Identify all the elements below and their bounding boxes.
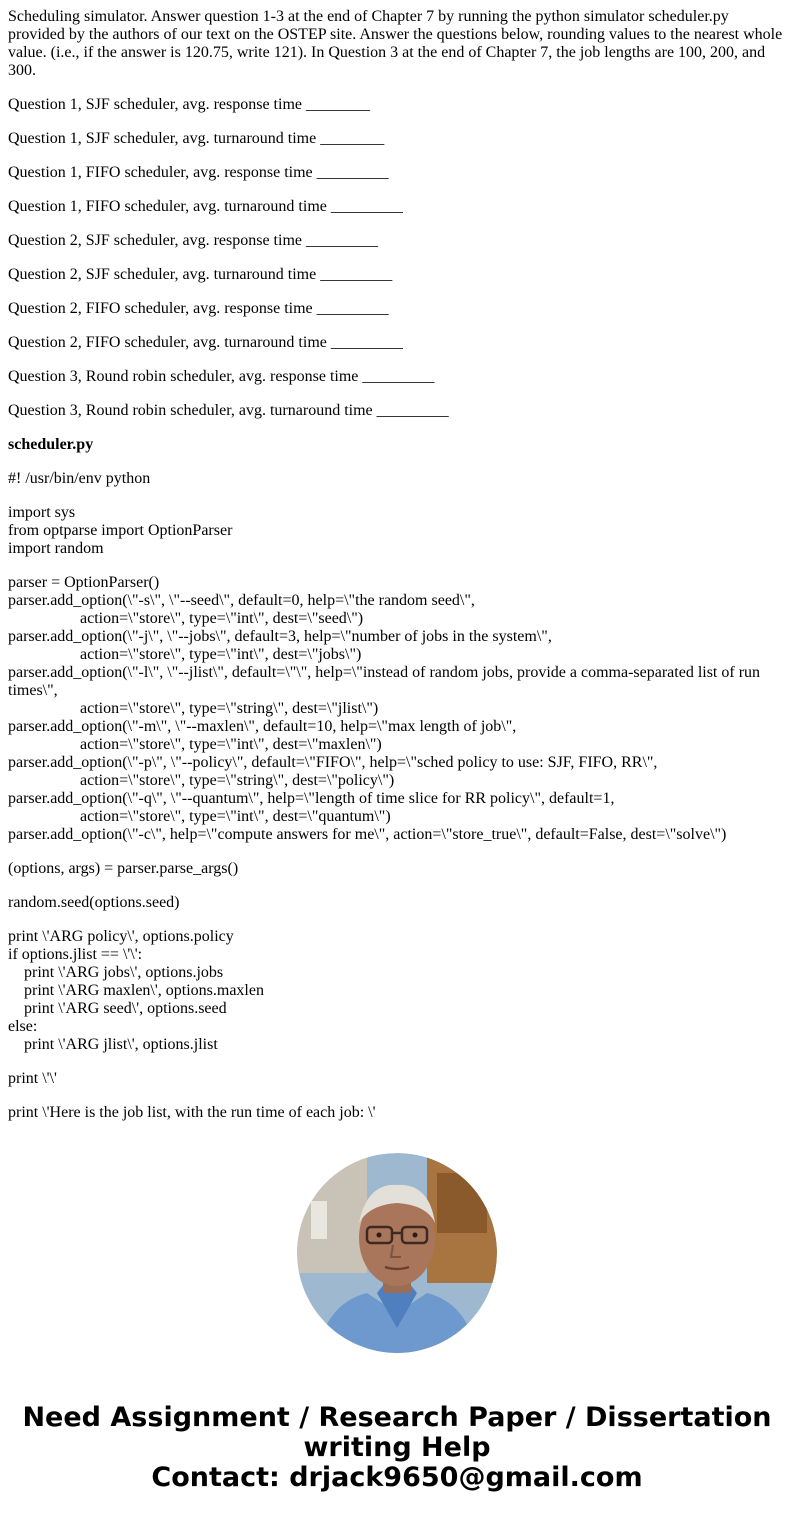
code-line: print \'\'	[8, 1070, 57, 1087]
code-line: random.seed(options.seed)	[8, 894, 180, 911]
code-line: action=\"store\", type=\"string\", dest=\"jlist\")	[80, 700, 379, 717]
code-line: parser.add_option(\"-j\", \"--jobs\", default=3, help=\"number of jobs in the system\",	[8, 628, 552, 645]
intro-paragraph: Scheduling simulator. Answer question 1-3 at the end of Chapter 7 by running the python simulator scheduler.py provided by the authors of our text on the OSTEP site. Answer the questions below, rounding values to the nearest whole value. (i.e., if the answer is 120.75, write 121). In Question 3 at the end of Chapter 7, the job lengths are 100, 200, and 300.	[8, 8, 783, 79]
code-parse-args	[8, 860, 786, 878]
question-line: Question 2, FIFO scheduler, avg. response time _________	[8, 300, 389, 317]
code-line: print \'ARG seed\', options.seed	[24, 1000, 227, 1017]
question-line: Question 1, FIFO scheduler, avg. turnaround time _________	[8, 198, 403, 215]
code-line: from optparse import OptionParser	[8, 522, 233, 539]
avatar	[297, 1153, 497, 1353]
code-imports	[8, 504, 786, 558]
question-line: Question 2, FIFO scheduler, avg. turnaround time _________	[8, 334, 403, 351]
banner-title: Need Assignment / Research Paper / Dissertation writing Help	[22, 1402, 772, 1463]
code-line: parser.add_option(\"-l\", \"--jlist\", default=\"\", help=\"instead of random jobs, provide a comma-separated list of run times\",	[8, 664, 765, 699]
question-line: Question 1, SJF scheduler, avg. turnaround time ________	[8, 130, 385, 147]
question-line: Question 2, SJF scheduler, avg. response time _________	[8, 232, 378, 249]
code-line: action=\"store\", type=\"int\", dest=\"seed\")	[80, 610, 364, 627]
question-line: Question 3, Round robin scheduler, avg. response time _________	[8, 368, 435, 385]
question-line: Question 3, Round robin scheduler, avg. turnaround time _________	[8, 402, 449, 419]
question-line: Question 1, FIFO scheduler, avg. response time _________	[8, 164, 389, 181]
help-banner	[0, 1403, 794, 1493]
question-line: Question 2, SJF scheduler, avg. turnaround time _________	[8, 266, 393, 283]
code-parser	[8, 574, 786, 844]
code-line: print \'ARG policy\', options.policy	[8, 928, 234, 945]
code-line: parser.add_option(\"-s\", \"--seed\", default=0, help=\"the random seed\",	[8, 592, 475, 609]
code-line: print \'ARG jobs\', options.jobs	[24, 964, 224, 981]
code-line: print \'ARG jlist\', options.jlist	[24, 1036, 218, 1053]
code-line: print \'ARG maxlen\', options.maxlen	[24, 982, 264, 999]
code-line: (options, args) = parser.parse_args()	[8, 860, 239, 877]
file-heading: scheduler.py	[8, 436, 94, 453]
code-print-joblist	[8, 1104, 786, 1122]
code-line: action=\"store\", type=\"string\", dest=\"policy\")	[80, 772, 395, 789]
code-line: action=\"store\", type=\"int\", dest=\"quantum\")	[80, 808, 391, 825]
question-line: Question 1, SJF scheduler, avg. response time ________	[8, 96, 370, 113]
question-list	[8, 96, 786, 420]
code-line: print \'Here is the job list, with the run time of each job: \'	[8, 1104, 376, 1121]
code-seed	[8, 894, 786, 912]
banner-contact: Contact: drjack9650@gmail.com	[151, 1462, 643, 1493]
portrait-image	[297, 1153, 497, 1353]
code-line: #! /usr/bin/env python	[8, 470, 151, 487]
code-line: else:	[8, 1018, 38, 1035]
code-line: parser = OptionParser()	[8, 574, 160, 591]
code-shebang	[8, 470, 786, 488]
code-line: parser.add_option(\"-m\", \"--maxlen\", default=10, help=\"max length of job\",	[8, 718, 517, 735]
code-line: if options.jlist == \'\':	[8, 946, 143, 963]
code-line: import random	[8, 540, 104, 557]
document-body	[8, 8, 786, 1138]
code-print-empty	[8, 1070, 786, 1088]
code-print-args	[8, 928, 786, 1054]
code-line: action=\"store\", type=\"int\", dest=\"maxlen\")	[80, 736, 382, 753]
code-line: parser.add_option(\"-q\", \"--quantum\", help=\"length of time slice for RR policy\", default=1,	[8, 790, 615, 807]
code-line: parser.add_option(\"-c\", help=\"compute answers for me\", action=\"store_true\", default=False, dest=\"solve\")	[8, 826, 727, 843]
code-line: action=\"store\", type=\"int\", dest=\"jobs\")	[80, 646, 362, 663]
code-line: import sys	[8, 504, 76, 521]
code-line: parser.add_option(\"-p\", \"--policy\", default=\"FIFO\", help=\"sched policy to use: SJF, FIFO, RR\",	[8, 754, 658, 771]
